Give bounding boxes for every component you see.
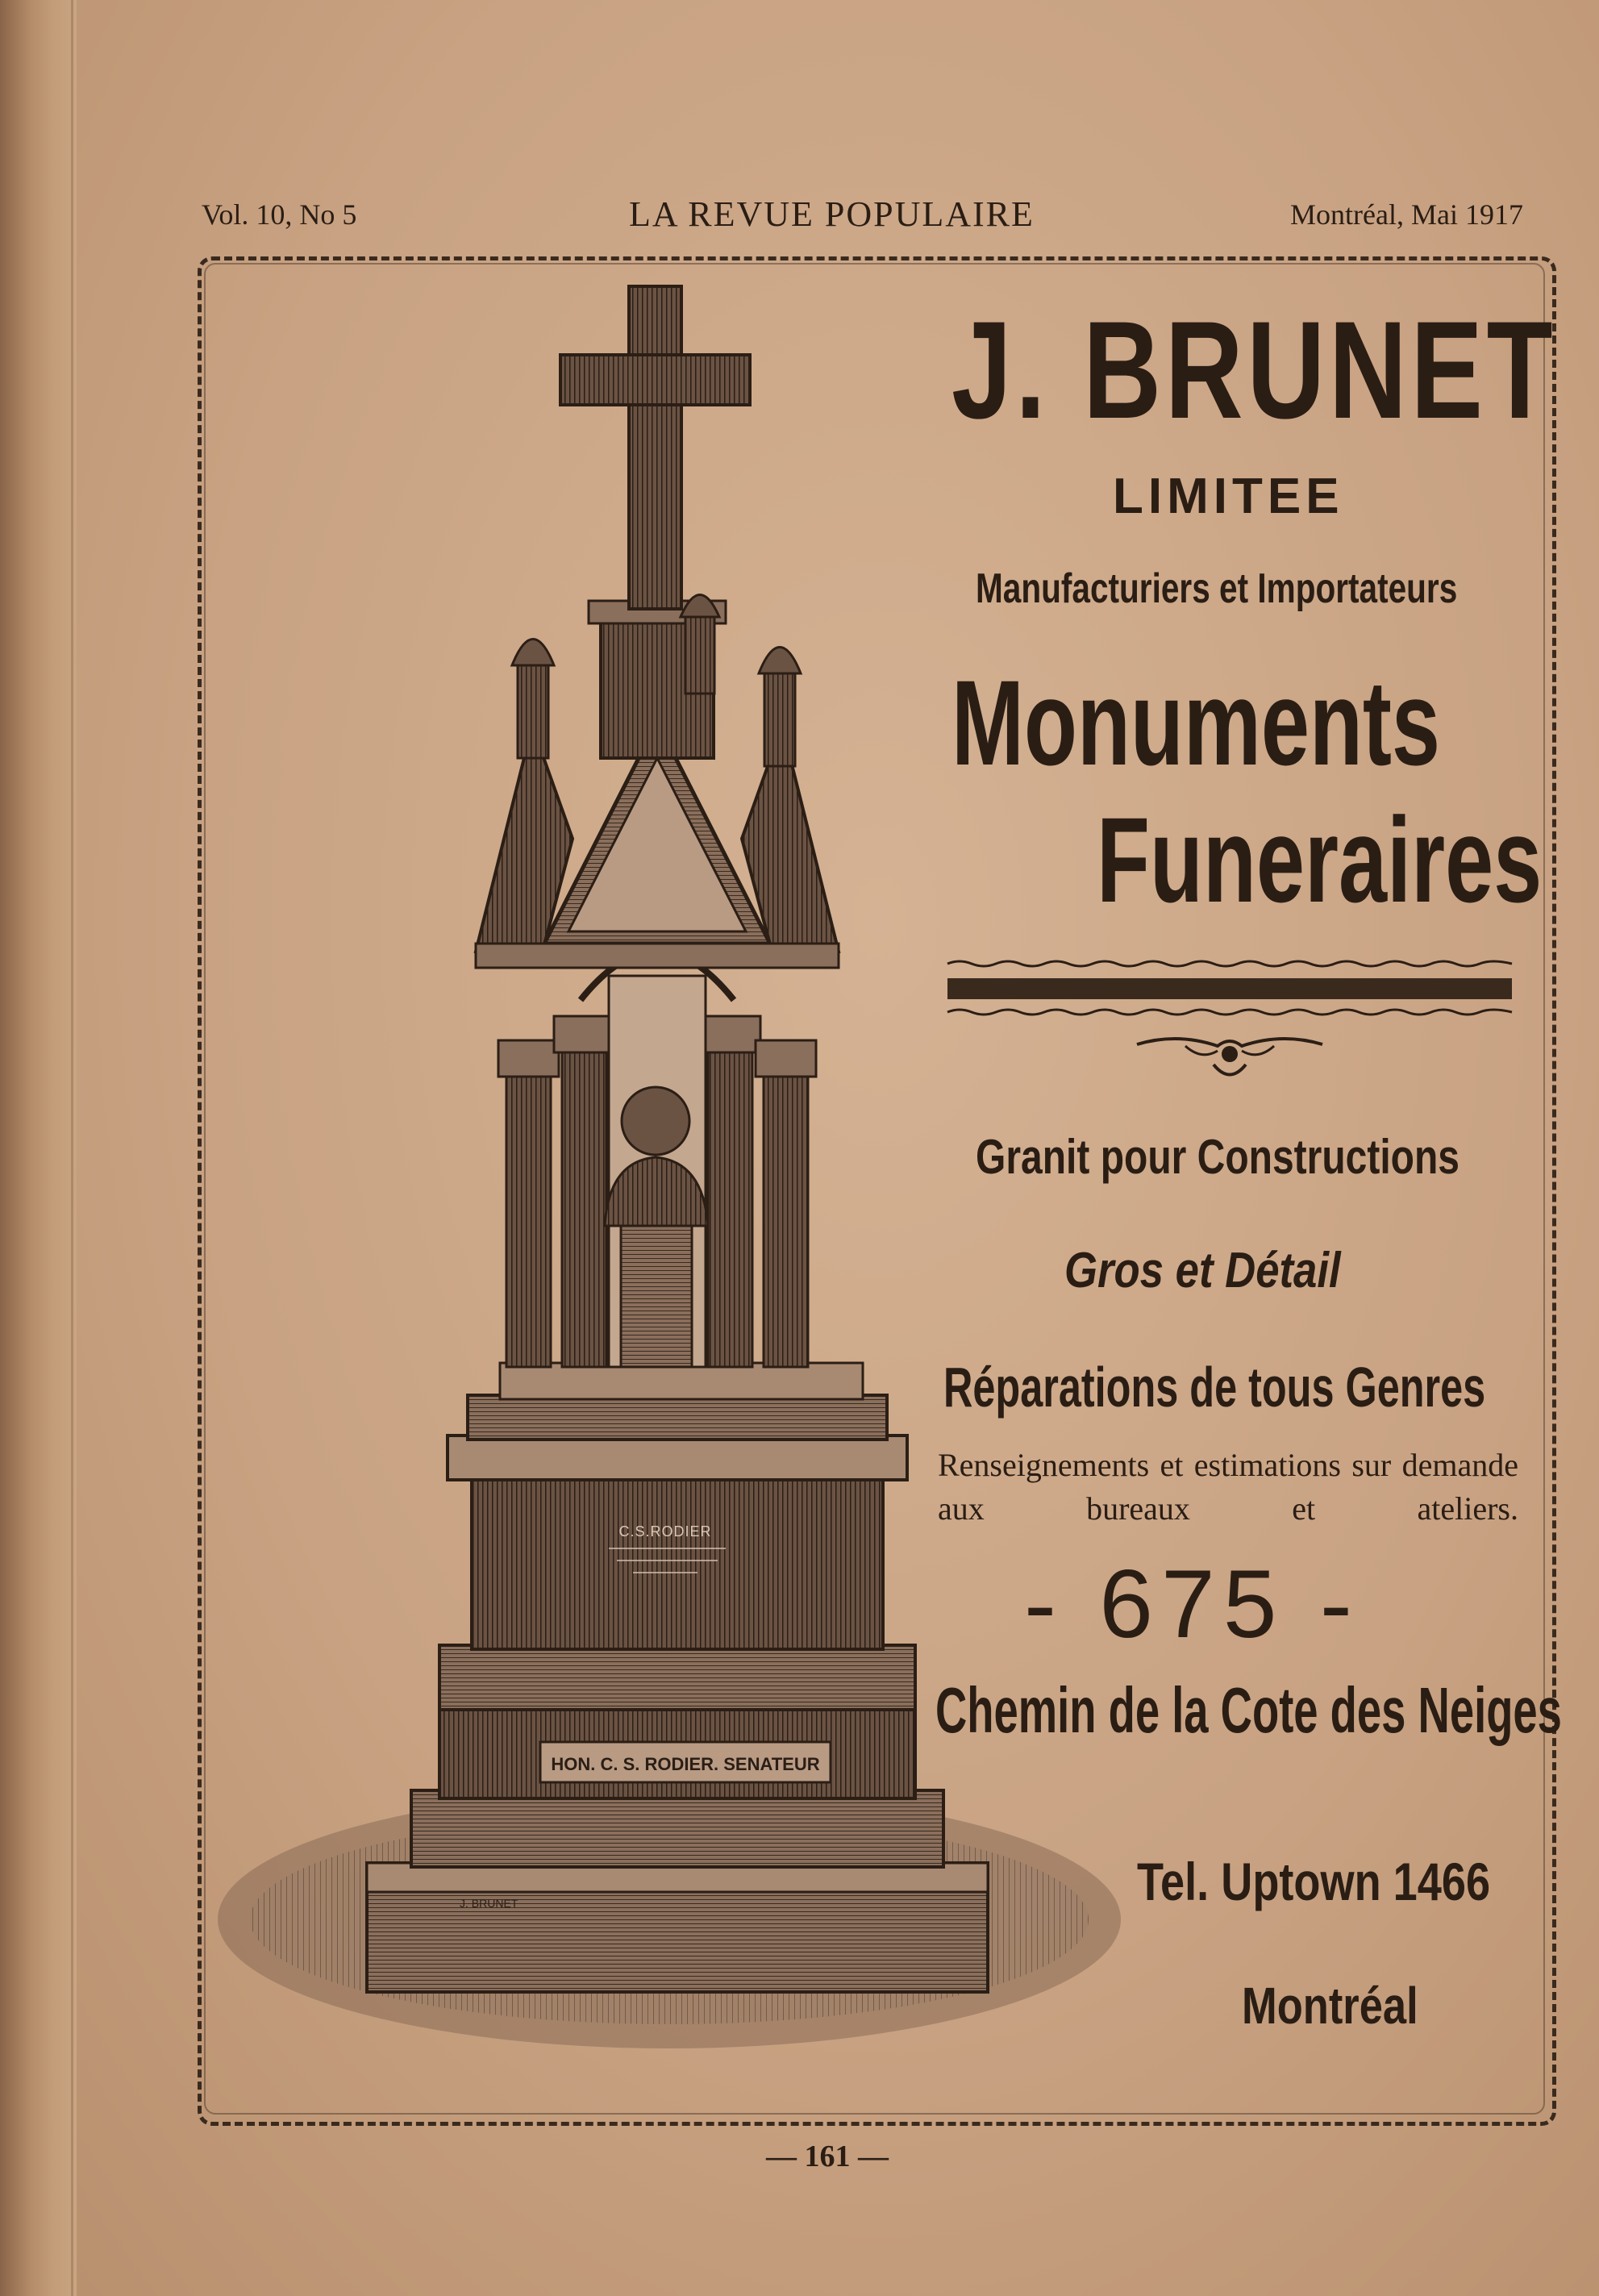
headline-funeraires: Funeraires [1097, 792, 1543, 927]
spine-edge [71, 0, 73, 2296]
die-cornice [448, 1436, 907, 1480]
service-repairs: Réparations de tous Genres [943, 1356, 1486, 1419]
brand-name: J. BRUNET [951, 293, 1557, 448]
pinnacle-center [685, 613, 714, 694]
cross-vertical [629, 286, 681, 609]
headline-monuments: Monuments [951, 655, 1440, 790]
address-street: Chemin de la Cote des Neiges [935, 1674, 1562, 1746]
cross-horizontal [560, 355, 750, 405]
pinnacle-left [518, 661, 548, 758]
service-granite: Granit pour Constructions [976, 1130, 1460, 1184]
monument-illustration [202, 274, 1137, 2105]
service-wholesale: Gros et Détail [1064, 1243, 1341, 1298]
base-signature: J. BRUNET [460, 1897, 518, 1910]
info-text: Renseignements et estimations sur demande aux bureaux et ateliers. [938, 1447, 1518, 1527]
column-2 [562, 1048, 606, 1367]
page-spine [0, 0, 77, 2296]
column-1 [506, 1073, 551, 1367]
address-number: - 675 - [1024, 1550, 1360, 1658]
page-number: — 161 — [766, 2140, 889, 2173]
header-volume: Vol. 10, No 5 [202, 198, 357, 231]
fleuron-ornament [1137, 1039, 1322, 1075]
city: Montréal [1242, 1977, 1418, 2035]
column-3 [708, 1048, 752, 1367]
column-4 [764, 1073, 808, 1367]
dado [472, 1476, 883, 1649]
dado-top-cornice [439, 1645, 915, 1710]
bust-inscription: C.S.RODIER [618, 1523, 712, 1540]
ornamental-rules [943, 956, 1516, 1109]
header-date: Montréal, Mai 1917 [1290, 198, 1523, 231]
company-suffix: LIMITEE [1113, 469, 1344, 524]
base-step-middle [411, 1790, 943, 1867]
tagline: Manufacturiers et Importateurs [976, 565, 1458, 612]
phone-number: Tel. Uptown 1466 [1137, 1852, 1491, 1911]
header-title: LA REVUE POPULAIRE [629, 194, 1035, 234]
plinth-inscription: HON. C. S. RODIER. SENATEUR [551, 1754, 820, 1774]
bust-head [622, 1087, 689, 1155]
pinnacle-right [764, 669, 795, 766]
